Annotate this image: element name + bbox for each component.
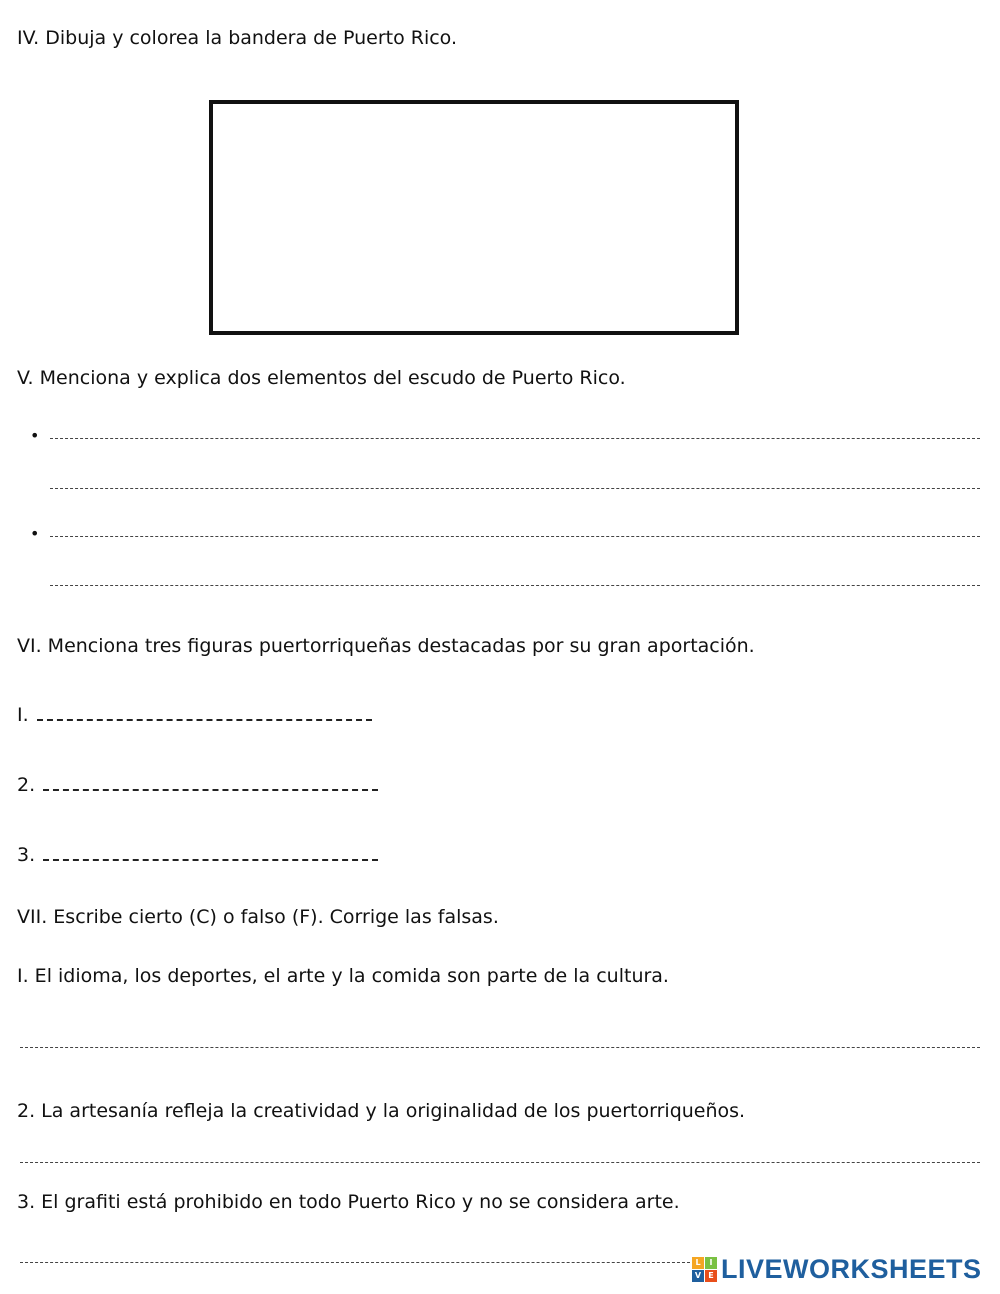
figure-number-3: 3. bbox=[17, 844, 36, 866]
liveworksheets-icon: L I V E bbox=[692, 1257, 717, 1282]
answer-line-5-2b[interactable] bbox=[50, 585, 980, 586]
section-4-title: IV. Dibuja y colorea la bandera de Puerto Rico. bbox=[17, 27, 458, 49]
statement-3: 3. El grafiti está prohibido en todo Puerto Rico y no se considera arte. bbox=[17, 1191, 680, 1213]
answer-line-5-2a[interactable] bbox=[50, 536, 980, 537]
figure-answer-1[interactable] bbox=[37, 709, 372, 721]
statement-2: 2. La artesanía refleja la creatividad y la originalidad de los puertorriqueños. bbox=[17, 1100, 746, 1122]
flag-drawing-box[interactable] bbox=[209, 100, 739, 335]
bullet-2: • bbox=[30, 524, 40, 543]
figure-line-3 bbox=[17, 844, 378, 866]
section-7-title: VII. Escribe cierto (C) o falso (F). Corrige las falsas. bbox=[17, 906, 499, 928]
section-6-title: VI. Menciona tres figuras puertorriqueñas destacadas por su gran aportación. bbox=[17, 635, 755, 657]
figure-number-2: 2. bbox=[17, 774, 36, 796]
bullet-1: • bbox=[30, 426, 40, 445]
liveworksheets-logo bbox=[692, 1252, 982, 1286]
statement-1: I. El idioma, los deportes, el arte y la comida son parte de la cultura. bbox=[17, 965, 669, 987]
figure-answer-2[interactable] bbox=[43, 779, 378, 791]
figure-answer-3[interactable] bbox=[43, 849, 378, 861]
correction-line-2[interactable] bbox=[20, 1162, 980, 1163]
section-5-title: V. Menciona y explica dos elementos del escudo de Puerto Rico. bbox=[17, 367, 626, 389]
answer-line-5-1b[interactable] bbox=[50, 488, 980, 489]
answer-line-5-1a[interactable] bbox=[50, 438, 980, 439]
correction-line-3[interactable] bbox=[20, 1262, 690, 1263]
liveworksheets-wordmark: LIVEWORKSHEETS bbox=[721, 1253, 982, 1284]
correction-line-1[interactable] bbox=[20, 1047, 980, 1048]
figure-line-1 bbox=[17, 704, 372, 726]
figure-line-2 bbox=[17, 774, 378, 796]
figure-number-1: I. bbox=[17, 704, 29, 726]
